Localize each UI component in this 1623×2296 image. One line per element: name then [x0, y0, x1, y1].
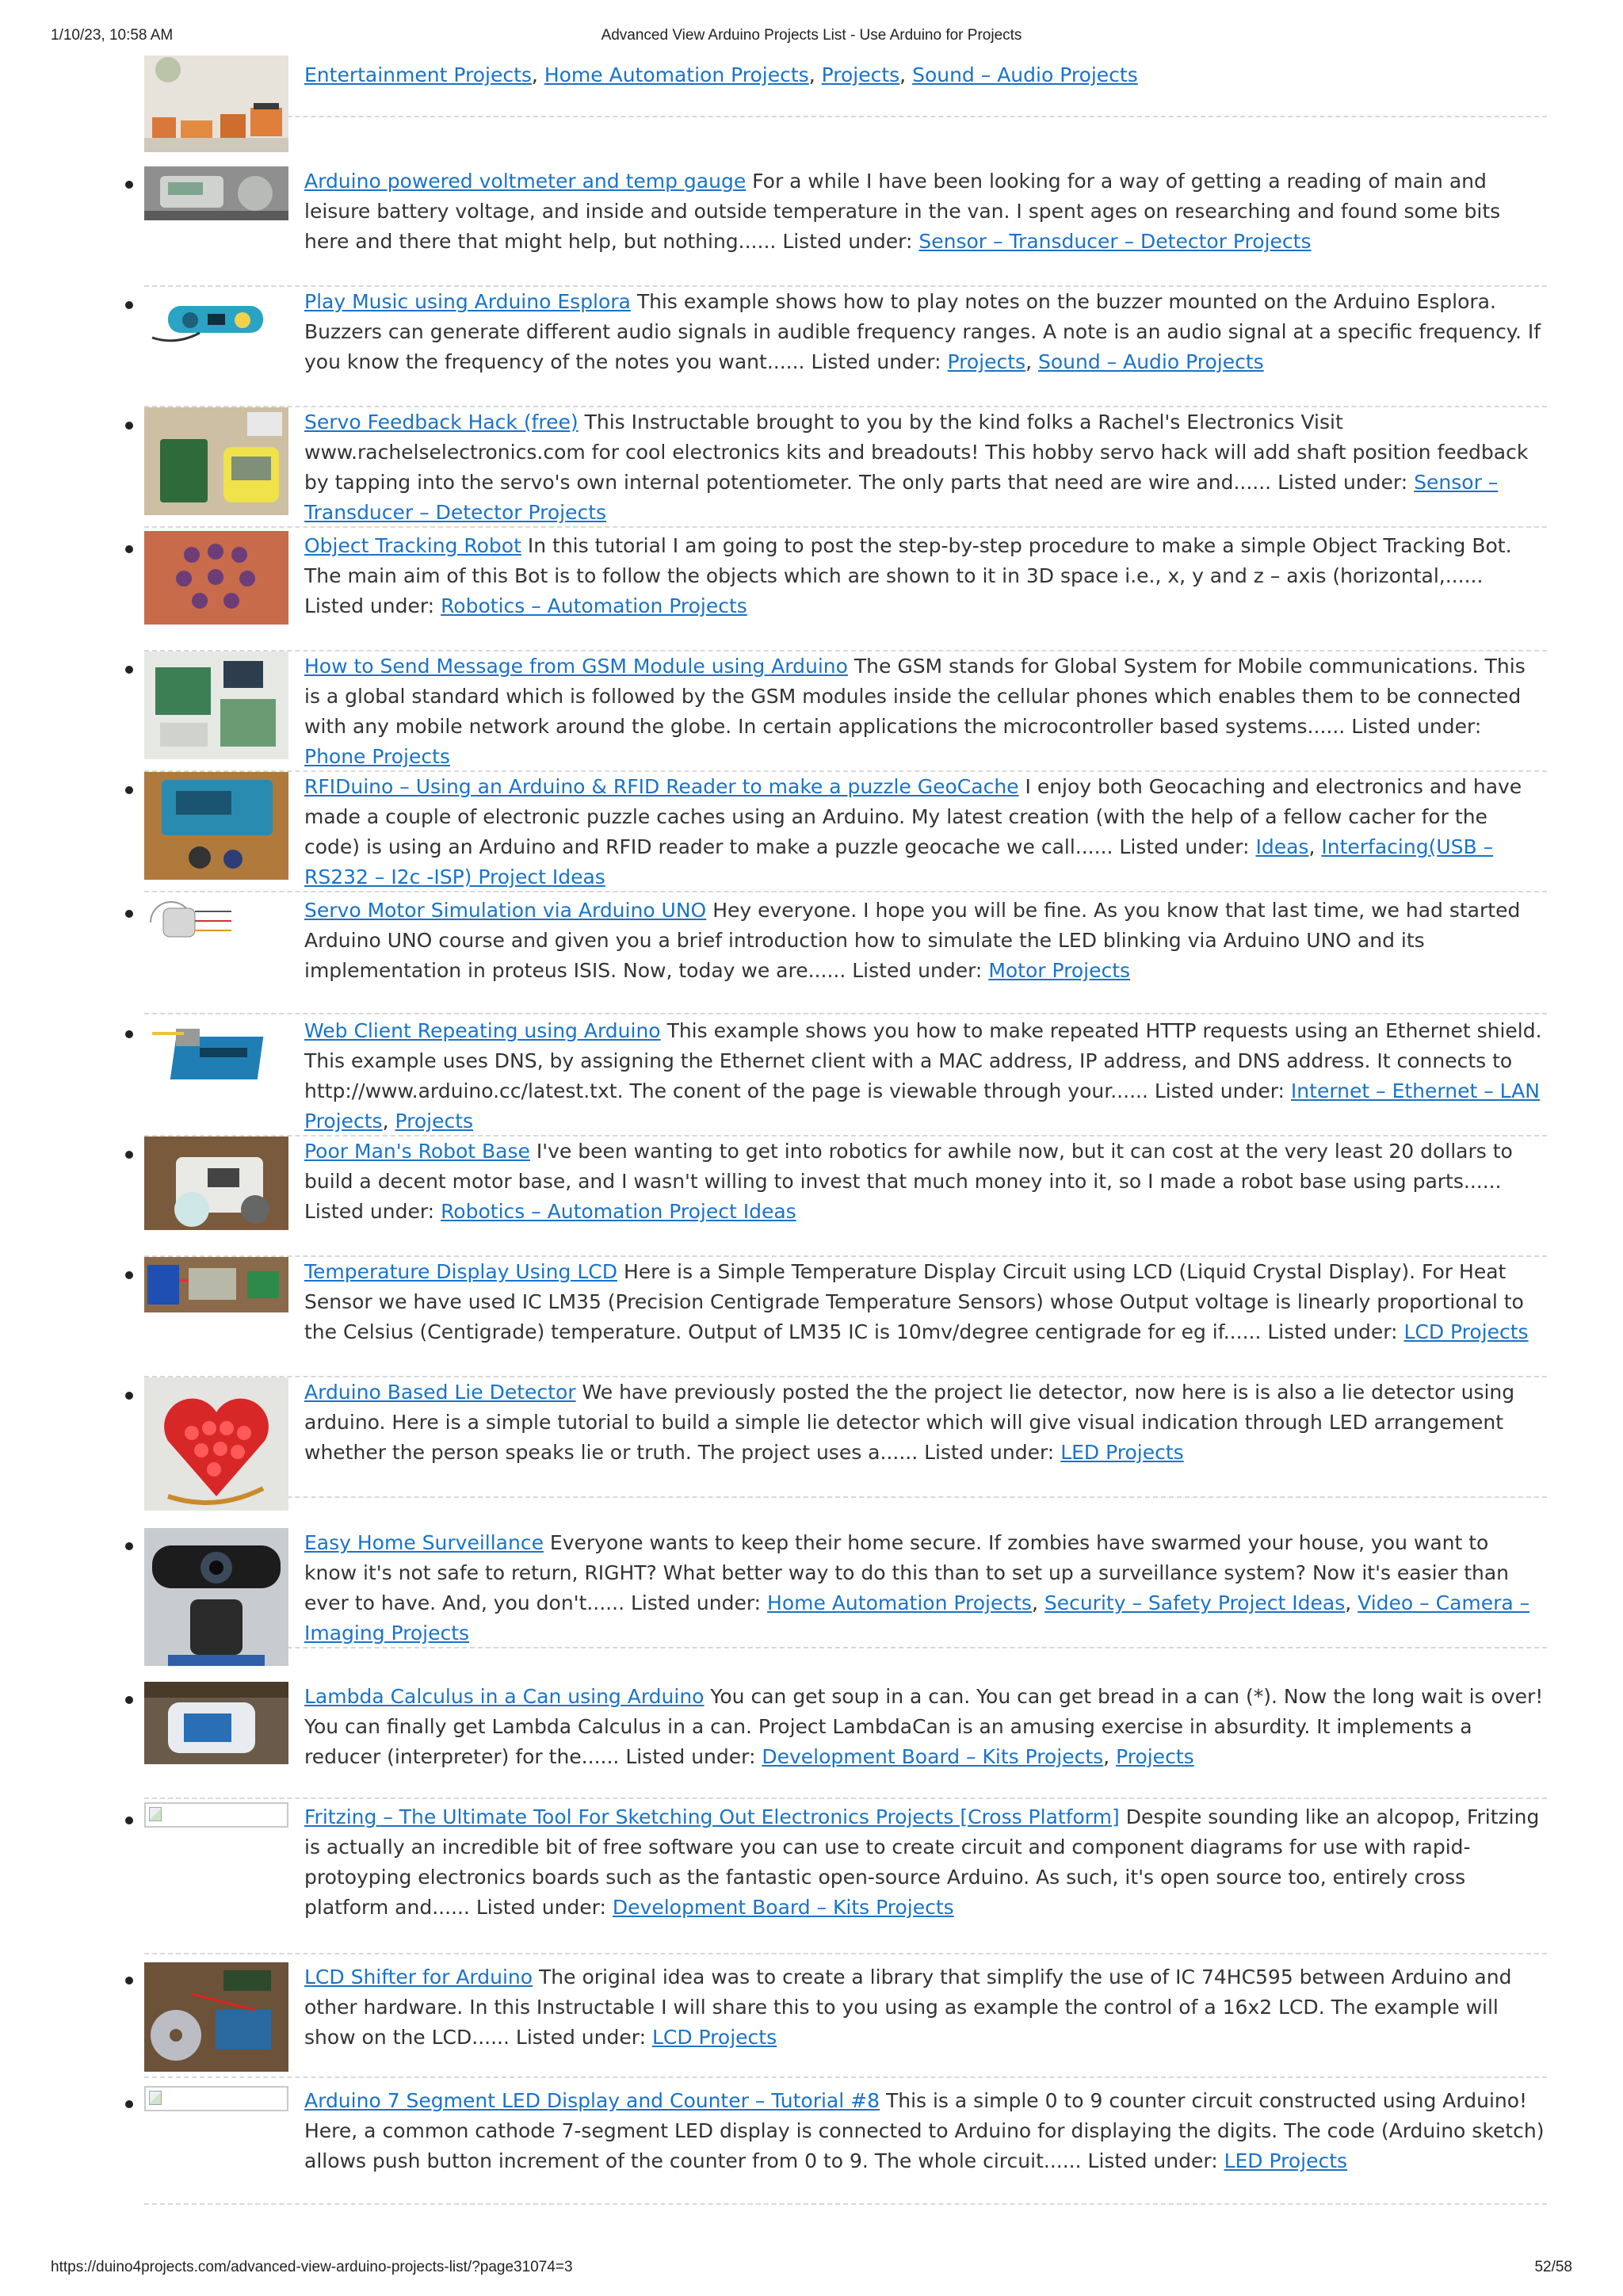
project-title-link[interactable]: Arduino powered voltmeter and temp gauge [304, 170, 747, 193]
print-url: https://duino4projects.com/advanced-view-arduino-projects-list/?page31074=3 [51, 2259, 573, 2275]
project-description: This example shows how to play notes on the buzzer mounted on the Arduino Esplora. Buzzers can generate different audio signals in audible frequency ranges. A note is an audio signal at a specific frequency. If you know the frequency of the notes you want...... [304, 290, 1541, 373]
list-item [144, 407, 1547, 528]
list-bullet [125, 1392, 133, 1400]
project-thumbnail[interactable] [144, 651, 288, 759]
project-title-link[interactable]: RFIDuino – Using an Arduino & RFID Reader to make a puzzle GeoCache [304, 775, 1019, 798]
category-link[interactable]: Home Automation Projects [544, 63, 809, 86]
print-page-number: 52/58 [1534, 2259, 1572, 2275]
print-footer [51, 2259, 1572, 2283]
list-bullet [125, 545, 133, 553]
project-description: Hey everyone. I hope you will be fine. As you know that last time, we had started Arduino UNO course and given you a brief introduction how to simulate the LED blinking via Arduino UNO and its implementation in proteus ISIS. Now, today we are...... [304, 899, 1521, 982]
category-link[interactable]: Interfacing(USB – RS232 – I2c -ISP) Project Ideas [304, 835, 1494, 888]
list-bullet [125, 1030, 133, 1038]
item-text [304, 531, 1547, 621]
project-title-link[interactable]: How to Send Message from GSM Module using Arduino [304, 655, 848, 678]
item-text [304, 1377, 1547, 1468]
list-item [144, 2086, 1547, 2205]
project-thumbnail[interactable] [144, 531, 288, 625]
project-title-link[interactable]: Servo Feedback Hack (free) [304, 411, 579, 434]
category-link[interactable]: Home Automation Projects [767, 1591, 1032, 1614]
item-text [304, 1137, 1547, 1227]
category-link[interactable]: Phone Projects [304, 745, 450, 768]
list-item [144, 531, 1547, 651]
category-link[interactable]: LED Projects [1060, 1441, 1184, 1464]
list-item [144, 1377, 1547, 1498]
item-text: Lambda Calculus in a Can using Arduino You can get soup in a can. You can get bread in a can (*). Now the long wait is over! You can finally get Lambda Calculus in a can. Project LambdaCan is an amusing exercise in absurdity. It implements a reducer (interpreter) for the...... Listed under: Development Board – Kits Projects, Projects [304, 1685, 1544, 1768]
category-link[interactable]: LED Projects [1224, 2149, 1348, 2172]
list-item [144, 1257, 1547, 1377]
project-thumbnail[interactable] [144, 55, 288, 152]
list-bullet [125, 422, 133, 430]
list-item [144, 1962, 1547, 2078]
project-title-link[interactable]: Play Music using Arduino Esplora [304, 290, 631, 313]
project-description: The original idea was to create a library that simplify the use of IC 74HC595 between Arduino and other hardware. In this Instructable I will share this to you using as example the control of a 16x2 LCD. The example will show on the LCD...... [304, 1966, 1512, 2049]
list-bullet [125, 1271, 133, 1279]
project-description: I've been wanting to get into robotics for awhile now, but it can cost at the very least 20 dollars to build a decent motor base, and I wasn't willing to invest that much money into it, so I made a robot base using parts...... [304, 1140, 1513, 1193]
listed-under-label: Listed under: [811, 350, 941, 373]
project-description: Everyone wants to keep their home secure. If zombies have swarmed your house, you want to know it's not safe to return, RIGHT? What better way to do this than to set up a surveillance system? Now it's easier than ever to have. And, you don't...... [304, 1531, 1510, 1614]
listed-under-label: Listed under: [1119, 835, 1250, 858]
project-title-link[interactable]: Poor Man's Robot Base [304, 1140, 530, 1163]
item-text [304, 407, 1547, 528]
list-item [144, 772, 1547, 892]
item-text: Entertainment Projects, Home Automation Projects, Projects, Sound – Audio Projects [304, 63, 1138, 86]
list-bullet [125, 910, 133, 918]
list-item [144, 1682, 1547, 1799]
category-link[interactable]: Entertainment Projects [304, 63, 532, 86]
project-description: Here is a Simple Temperature Display Circuit using LCD (Liquid Crystal Display). For Heat Sensor we have used IC LM35 (Precision Centigrade Temperature Sensors) whose Output voltage is linearly proportional to the Celsius (Centigrade) temperature. Output of LM35 IC is 10mv/degree centigrade for eg if...... [304, 1260, 1524, 1343]
project-title-link[interactable]: Easy Home Surveillance [304, 1531, 544, 1554]
listed-under-label: Listed under: [1277, 471, 1408, 494]
category-link[interactable]: Projects [821, 63, 900, 86]
item-text [304, 896, 1547, 986]
listed-under-label: Listed under: [515, 2026, 646, 2049]
category-link[interactable]: Security – Safety Project Ideas [1044, 1591, 1346, 1614]
category-link[interactable]: Motor Projects [988, 959, 1131, 982]
category-link[interactable]: Robotics – Automation Project Ideas [441, 1200, 796, 1223]
listed-under-label: Listed under: [852, 959, 983, 982]
category-link[interactable]: Projects [395, 1110, 474, 1133]
project-description: This Instructable brought to you by the kind folks a Rachel's Electronics Visit www.rachelselectronics.com for cool electronics kits and breadouts! This hobby servo hack will add shaft position feedback by tapping into the servo's own internal potentiometer. The only parts that need are wire and...... [304, 411, 1529, 494]
project-title-link[interactable]: LCD Shifter for Arduino [304, 1966, 533, 1988]
item-text [304, 1962, 1547, 2053]
project-description: You can get soup in a can. You can get bread in a can (*). Now the long wait is over! You can finally get Lambda Calculus in a can. Project LambdaCan is an amusing exercise in absurdity. It implements a reducer (interpreter) for the...... [304, 1685, 1544, 1768]
listed-under-label: Listed under: [475, 1896, 606, 1919]
list-item [144, 287, 1547, 407]
project-description: This example shows you how to make repeated HTTP requests using an Ethernet shield. This example uses DNS, by assigning the Ethernet client with a MAC address, IP address, and DNS address. It connects to http://www.arduino.cc/latest.txt. The conent of the page is viewable through your...... [304, 1019, 1542, 1102]
project-thumbnail[interactable] [144, 290, 288, 350]
listed-under-label: Listed under: [304, 1200, 435, 1223]
list-bullet [125, 1542, 133, 1550]
listed-under-label: Listed under: [782, 230, 913, 253]
project-title-link[interactable]: Lambda Calculus in a Can using Arduino [304, 1685, 705, 1708]
category-link[interactable]: Projects [1116, 1745, 1194, 1768]
broken-image-icon[interactable] [144, 1802, 288, 1828]
project-description: Despite sounding like an alcopop, Fritzing is actually an incredible bit of free software you can use to create circuit and component diagrams for use with rapid-protoyping electronics boards such as the fantastic open-source Arduino. As such, it's open source too, entirely cross platform and...... [304, 1805, 1540, 1919]
project-title-link[interactable]: Fritzing – The Ultimate Tool For Sketching Out Electronics Projects [Cross Platform] [304, 1805, 1120, 1828]
project-title-link[interactable]: Web Client Repeating using Arduino [304, 1019, 661, 1042]
project-thumbnail[interactable] [144, 166, 288, 220]
list-item [144, 1016, 1547, 1137]
list-bullet [125, 181, 133, 189]
category-link[interactable]: Robotics – Automation Projects [441, 594, 747, 617]
category-link[interactable]: Sound – Audio Projects [1037, 350, 1264, 373]
list-bullet [125, 666, 133, 674]
category-link[interactable]: Sensor – Transducer – Detector Projects [304, 471, 1499, 524]
category-link[interactable]: Internet – Ethernet – LAN Projects [304, 1079, 1540, 1133]
item-text: Easy Home Surveillance Everyone wants to keep their home secure. If zombies have swarmed your house, you want to know it's not safe to return, RIGHT? What better way to do this than to set up a surveillance system? Now it's easier than ever to have. And, you don't...... Listed under: Home Automation Projects, Security – Safety Project Ideas, Video – Camera – Imaging Projects [304, 1531, 1530, 1645]
listed-under-label: Listed under: [1087, 2149, 1218, 2172]
project-description: This is a simple 0 to 9 counter circuit constructed using Arduino! Here, a common cathode 7-segment LED display is connected to Arduino for displaying the digits. The code (Arduino sketch) allows push button increment of the counter from 0 to 9. The whole circuit...... [304, 2089, 1545, 2172]
list-bullet [125, 1696, 133, 1704]
print-datetime: 1/10/23, 10:58 AM [51, 27, 174, 44]
project-thumbnail[interactable] [144, 1016, 288, 1092]
list-bullet [125, 1977, 133, 1985]
category-link[interactable]: Sound – Audio Projects [912, 63, 1138, 86]
listed-under-label: Listed under: [1154, 1079, 1285, 1102]
list-bullet [125, 786, 133, 794]
project-title-link[interactable]: Arduino 7 Segment LED Display and Counter – Tutorial #8 [304, 2089, 880, 2112]
project-thumbnail[interactable] [144, 1137, 288, 1230]
list-bullet [125, 1151, 133, 1159]
list-item [144, 55, 1547, 117]
project-thumbnail[interactable] [144, 1528, 288, 1666]
list-bullet [125, 2100, 133, 2108]
project-thumbnail[interactable] [144, 896, 288, 948]
listed-under-label: Listed under: [1351, 715, 1482, 738]
project-thumbnail[interactable] [144, 407, 288, 515]
category-link[interactable]: Video – Camera – Imaging Projects [304, 1591, 1530, 1645]
list-item [144, 1528, 1547, 1648]
category-link[interactable]: Development Board – Kits Projects [612, 1896, 954, 1919]
project-thumbnail[interactable] [144, 1257, 288, 1312]
project-thumbnail[interactable] [144, 1682, 288, 1764]
listed-under-label: Listed under: [1267, 1320, 1398, 1343]
project-title-link[interactable]: Servo Motor Simulation via Arduino UNO [304, 899, 707, 922]
category-link[interactable]: Projects [947, 350, 1026, 373]
item-text [304, 166, 1547, 257]
category-link[interactable]: Sensor – Transducer – Detector Projects [918, 230, 1312, 253]
project-description: For a while I have been looking for a way of getting a reading of main and leisure battery voltage, and inside and outside temperature in the van. I spent ages on researching and found some bits here and there that might help, but nothing...... [304, 170, 1501, 253]
print-header [51, 27, 1572, 51]
item-text [304, 2086, 1547, 2176]
project-description: The GSM stands for Global System for Mobile communications. This is a global standard which is followed by the GSM modules inside the cellular phones which enables them to be connected with any mobile network around the globe. In certain applications the microcontroller based systems...... [304, 655, 1526, 738]
category-link[interactable]: LCD Projects [651, 2026, 777, 2049]
project-description: In this tutorial I am going to post the step-by-step procedure to make a simple Object Tracking Bot. The main aim of this Bot is to follow the objects which are shown to it in 3D space i.e., x, y and z – axis (horizontal,...... [304, 534, 1512, 587]
list-item [144, 896, 1547, 1014]
category-link[interactable]: Ideas [1255, 835, 1309, 858]
listed-under-label: Listed under: [924, 1441, 1055, 1464]
project-title-link[interactable]: Temperature Display Using LCD [304, 1260, 617, 1283]
item-text: Web Client Repeating using Arduino This example shows you how to make repeated HTTP requests using an Ethernet shield. This example uses DNS, by assigning the Ethernet client with a MAC address, IP address, and DNS address. It connects to http://www.arduino.cc/latest.txt. The conent of the page is viewable through your...... Listed under: Internet – Ethernet – LAN Projects, Projects [304, 1019, 1542, 1133]
list-item [144, 1137, 1547, 1257]
listed-under-label: Listed under: [625, 1745, 756, 1768]
print-page-title: Advanced View Arduino Projects List - Use Arduino for Projects [601, 27, 1022, 44]
item-text [304, 1257, 1547, 1347]
broken-image-icon[interactable] [144, 2086, 288, 2111]
project-thumbnail[interactable] [144, 1962, 288, 2072]
item-text [304, 1802, 1547, 1923]
project-description: We have previously posted the the project lie detector, now here is is also a lie detector using arduino. Here is a simple tutorial to build a simple lie detector which will give visual indication through LED arrangement whether the person speaks lie or truth. The project uses a...... [304, 1381, 1515, 1464]
project-description: I enjoy both Geocaching and electronics and have made a couple of electronic puzzle caches using an Arduino. My latest creation (with the help of a fellow cacher for the code) is using an Arduino and RFID reader to make a puzzle geocache we call...... [304, 775, 1522, 858]
item-text: RFIDuino – Using an Arduino & RFID Reader to make a puzzle GeoCache I enjoy both Geocaching and electronics and have made a couple of electronic puzzle caches using an Arduino. My latest creation (with the help of a fellow cacher for the code) is using an Arduino and RFID reader to make a puzzle geocache we call...... Listed under: Ideas, Interfacing(USB – RS232 – I2c -ISP) Project Ideas [304, 775, 1522, 888]
project-title-link[interactable]: Object Tracking Robot [304, 534, 521, 557]
list-item [144, 651, 1547, 772]
list-item [144, 1802, 1547, 1954]
project-title-link[interactable]: Arduino Based Lie Detector [304, 1381, 576, 1404]
project-thumbnail[interactable] [144, 1377, 288, 1511]
item-text: Play Music using Arduino Esplora This example shows how to play notes on the buzzer mounted on the Arduino Esplora. Buzzers can generate different audio signals in audible frequency ranges. A note is an audio signal at a specific frequency. If you know the frequency of the notes you want...... Listed under: Projects, Sound – Audio Projects [304, 290, 1541, 373]
category-link[interactable]: Development Board – Kits Projects [762, 1745, 1104, 1768]
list-item [144, 166, 1547, 287]
list-bullet [125, 1817, 133, 1824]
project-thumbnail[interactable] [144, 772, 288, 880]
category-link[interactable]: LCD Projects [1403, 1320, 1529, 1343]
item-text [304, 651, 1547, 772]
list-bullet [125, 301, 133, 309]
listed-under-label: Listed under: [304, 594, 435, 617]
listed-under-label: Listed under: [630, 1591, 762, 1614]
